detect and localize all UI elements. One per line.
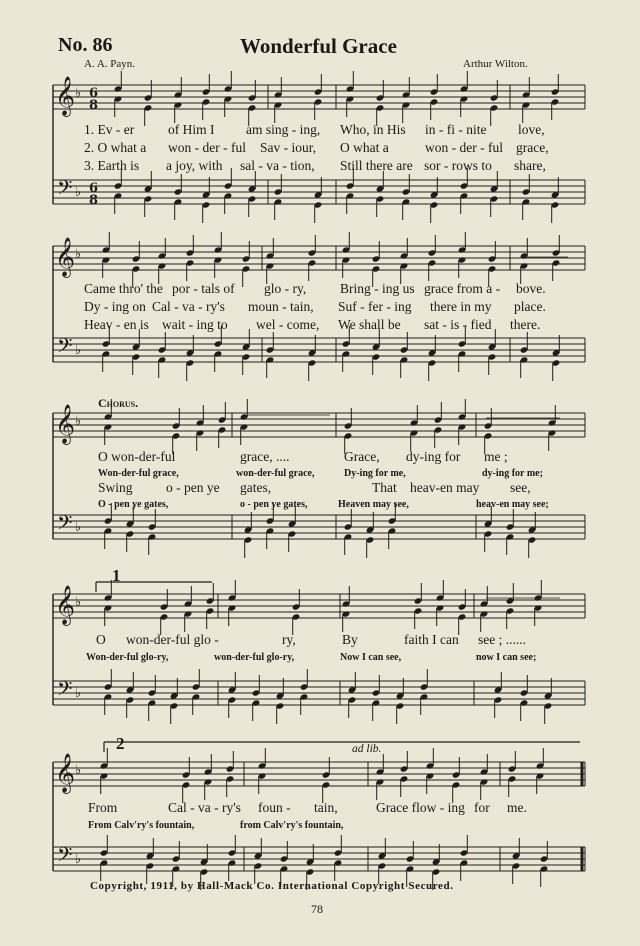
hymn-number: No. 86 <box>58 34 113 56</box>
s2-v1-w2: glo - ry, <box>264 281 307 296</box>
chorus-label: Chorus. <box>98 396 139 410</box>
s4-sop-w5: see ; ...... <box>478 632 526 647</box>
s2-v1-w5: bove. <box>516 281 546 296</box>
system-3-bass-key-flat: ♭ <box>75 520 82 535</box>
s3-ten3-w1: o - pen ye gates, <box>240 499 308 510</box>
s1-v2-w1: won - der - ful <box>168 140 246 155</box>
system-3-bass-clef: 𝄢 <box>57 511 73 539</box>
s2-v1-w1: por - tals of <box>172 281 235 296</box>
s1-v3-w2: sal - va - tion, <box>240 158 315 173</box>
copyright-notice: Copyright, 1911, by Hall-Mack Co. International Copyright Secured. <box>90 880 454 892</box>
s4-ten-w0: Won-der-ful glo-ry, <box>86 652 169 663</box>
system-1-bass-clef: 𝄢 <box>57 176 73 204</box>
system-1-treble-time-signature: 6 <box>89 86 99 101</box>
s3-sop-w2: Grace, <box>344 449 380 464</box>
s2-v3-w2: wel - come, <box>256 317 320 332</box>
s1-v1-w1: of Him I <box>168 122 215 137</box>
s3-ten3-w3: heav-en may see; <box>476 499 549 510</box>
system-1-treble-clef: 𝄞 <box>55 76 76 116</box>
s5-sop-w6: me. <box>507 800 527 815</box>
s1-v1-w3: Who, in His <box>340 122 406 137</box>
ad-lib-marking: ad lib. <box>352 743 382 755</box>
s1-v2-w5: grace, <box>516 140 549 155</box>
s4-sop-w2: ry, <box>282 632 296 647</box>
system-2-bass-clef: 𝄢 <box>57 334 73 362</box>
s5-sop-w4: Grace flow - ing <box>376 800 465 815</box>
s1-v1-w0: 1. Ev - er <box>84 122 135 137</box>
s3-v3-w3: That <box>372 480 397 495</box>
system-5-bass-key-flat: ♭ <box>75 852 82 867</box>
system-3-treble-clef: 𝄞 <box>55 404 76 444</box>
s2-v1-w3: Bring - ing us <box>340 281 415 296</box>
s3-sop-w3: dy-ing for <box>406 449 461 464</box>
s2-v3-w3: We shall be <box>338 317 401 332</box>
s5-ten-w1: from Calv'ry's fountain, <box>240 820 344 831</box>
s1-v2-w4: won - der - ful <box>425 140 503 155</box>
second-ending-number: 2 <box>116 734 125 753</box>
system-4-treble-clef: 𝄞 <box>55 585 76 625</box>
s3-ten-w0: Won-der-ful grace, <box>98 468 179 479</box>
s3-v3-w4: heav-en may <box>410 480 480 495</box>
s2-v3-w0: Heav - en is <box>84 317 149 332</box>
s5-sop-w2: foun - <box>258 800 291 815</box>
system-4-bass-key-flat: ♭ <box>75 686 82 701</box>
system-1-bass-time-signature: 8 <box>89 193 99 208</box>
s3-sop-w1: grace, .... <box>240 449 290 464</box>
s5-sop-w1: Cal - va - ry's <box>168 800 241 815</box>
s3-ten-w1: won-der-ful grace, <box>236 468 315 479</box>
system-2-treble-key-flat: ♭ <box>75 247 82 262</box>
system-4-bass-clef: 𝄢 <box>57 677 73 705</box>
s4-sop-w3: By <box>342 632 358 647</box>
s1-v1-w5: love, <box>518 122 545 137</box>
system-1-treble-key-flat: ♭ <box>75 86 82 101</box>
s1-v2-w2: Sav - iour, <box>260 140 317 155</box>
lyricist-credit: A. A. Payn. <box>84 58 136 70</box>
page-number: 78 <box>311 902 323 916</box>
s4-sop-w1: won-der-ful glo - <box>126 632 219 647</box>
s4-ten-w2: Now I can see, <box>340 652 402 663</box>
s2-v2-w4: there in my <box>430 299 492 314</box>
s3-v3-w1: o - pen ye <box>166 480 220 495</box>
s3-v3-w5: see, <box>510 480 531 495</box>
s4-ten-w1: won-der-ful glo-ry, <box>214 652 295 663</box>
s4-sop-w4: faith I can <box>404 632 459 647</box>
s3-sop-w0: O won-der-ful <box>98 449 176 464</box>
s1-v2-w0: 2. O what a <box>84 140 147 155</box>
system-1-bass-time-signature: 6 <box>89 181 99 196</box>
system-2-bass-key-flat: ♭ <box>75 343 82 358</box>
s2-v1-w0: Came thro' the <box>84 281 163 296</box>
s1-v3-w4: sor - rows to <box>424 158 492 173</box>
s3-ten3-w2: Heaven may see, <box>338 499 409 510</box>
s2-v2-w3: Suf - fer - ing <box>338 299 412 314</box>
s5-sop-w0: From <box>88 800 118 815</box>
s4-sop-w0: O <box>96 632 106 647</box>
first-ending-number: 1 <box>112 566 121 585</box>
system-4-treble-key-flat: ♭ <box>75 595 82 610</box>
s2-v2-w2: moun - tain, <box>248 299 314 314</box>
s1-v3-w0: 3. Earth is <box>84 158 140 173</box>
s2-v2-w1: Cal - va - ry's <box>152 299 225 314</box>
s5-sop-w3: tain, <box>314 800 338 815</box>
hymn-title: Wonderful Grace <box>240 34 397 58</box>
s1-v1-w4: in - fi - nite <box>425 122 487 137</box>
system-5-treble-clef: 𝄞 <box>55 753 76 793</box>
s2-v3-w4: sat - is - fied <box>424 317 492 332</box>
s3-ten3-w0: O - pen ye gates, <box>98 499 169 510</box>
s1-v2-w3: O what a <box>340 140 389 155</box>
s5-sop-w5: for <box>474 800 490 815</box>
s1-v3-w5: share, <box>514 158 546 173</box>
s2-v3-w5: there. <box>510 317 541 332</box>
s3-ten-w2: Dy-ing for me, <box>344 468 406 479</box>
s2-v2-w0: Dy - ing on <box>84 299 146 314</box>
s3-v3-w2: gates, <box>240 480 272 495</box>
s2-v3-w1: wait - ing to <box>162 317 228 332</box>
system-3-treble-key-flat: ♭ <box>75 414 82 429</box>
s4-ten-w3: now I can see; <box>476 652 537 663</box>
system-2-treble-clef: 𝄞 <box>55 237 76 277</box>
s1-v3-w1: a joy, with <box>166 158 223 173</box>
s2-v1-w4: grace from a - <box>424 281 501 296</box>
system-1-bass-key-flat: ♭ <box>75 185 82 200</box>
s3-sop-w4: me ; <box>484 449 508 464</box>
system-5-treble-key-flat: ♭ <box>75 763 82 778</box>
s1-v3-w3: Still there are <box>340 158 413 173</box>
system-1-treble-time-signature: 8 <box>89 98 99 113</box>
s2-v2-w5: place. <box>514 299 546 314</box>
composer-credit: Arthur Wilton. <box>463 58 528 70</box>
s1-v1-w2: am sing - ing, <box>246 122 321 137</box>
s5-ten-w0: From Calv'ry's fountain, <box>88 820 195 831</box>
system-5-bass-clef: 𝄢 <box>57 843 73 871</box>
s3-ten-w3: dy-ing for me; <box>482 468 543 479</box>
s3-v3-w0: Swing <box>98 480 133 495</box>
